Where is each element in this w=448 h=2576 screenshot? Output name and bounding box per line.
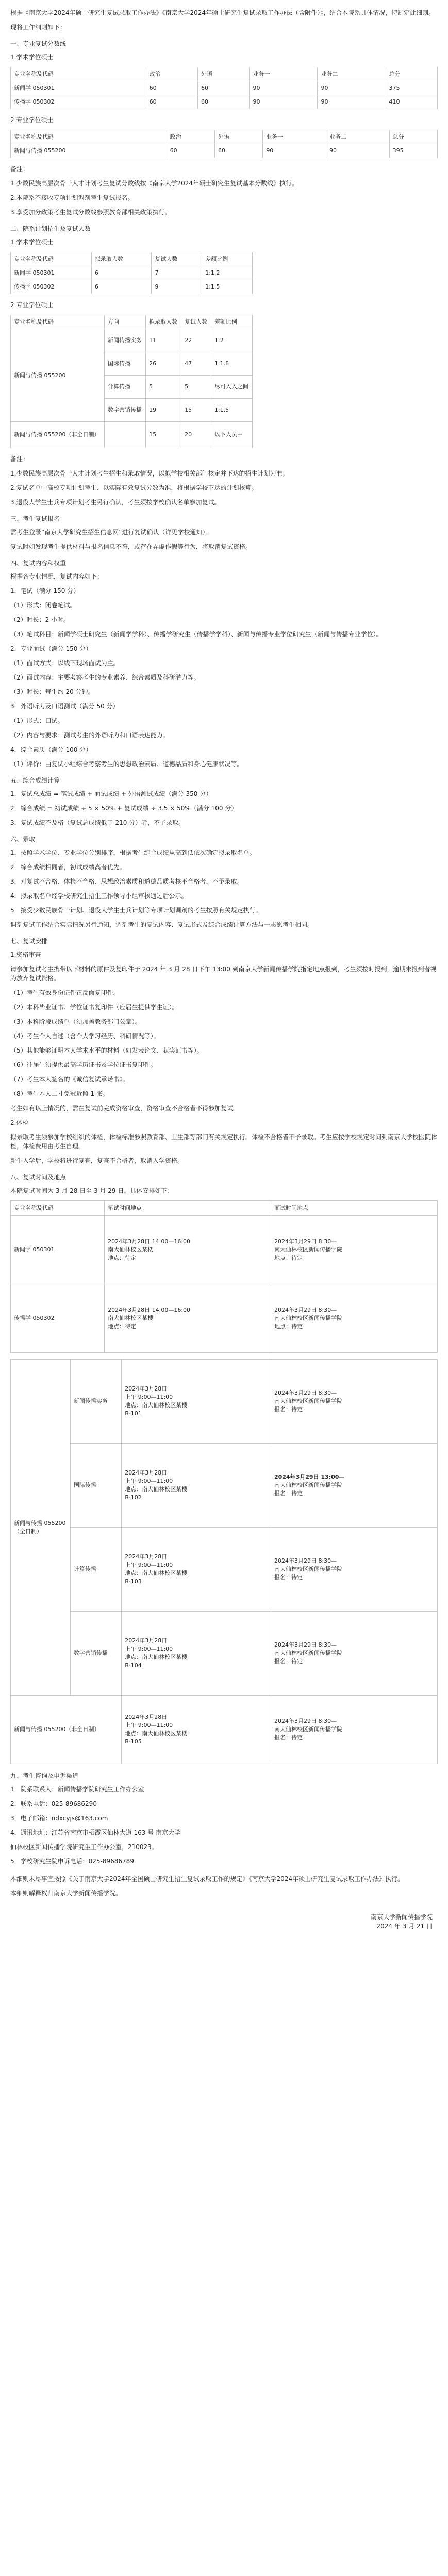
quota-table-academic: [10, 252, 253, 294]
list-item: （2）面试内容：主要考察考生的专业素养、综合素质及科研潜力等。: [10, 674, 200, 681]
schedule-line: 报名：待定: [274, 1658, 303, 1665]
list-item: （1）形式：口试。: [10, 717, 64, 724]
table-cell: 20: [181, 422, 211, 448]
list-item: （3）本科阶段成绩单（须加盖教务部门公章）。: [10, 1018, 141, 1025]
schedule-line: 南大仙林校区新闻传播学院: [274, 1246, 343, 1253]
table-cell: 新闻传播实务: [70, 1360, 121, 1444]
list-item: （3）笔试科目：新闻学硕士研究生（新闻学学科）、传播学研究生（传播学学科）、新闻与传播专业学位研究生（新闻与传播专业学位）。: [10, 631, 383, 638]
table-header: 拟录取人数: [91, 252, 152, 266]
table-cell: [122, 1612, 271, 1696]
note-item: 1.少数民族高层次骨干人才计划考生复试分数线按《南京大学2024年硕士研究生复试基本分数线》执行。: [10, 180, 298, 187]
table-cell: [271, 1284, 438, 1353]
table-cell: [271, 1696, 437, 1764]
table-cell: 395: [389, 144, 437, 158]
table-cell: 计算传播: [70, 1528, 121, 1612]
list-item: （5）其他能够证明本人学术水平的材料（如发表论文、获奖证书等）。: [10, 1047, 203, 1054]
table-cell: [105, 1284, 271, 1353]
subsection-title: 2.体检: [10, 1119, 29, 1126]
schedule-line: 2024年3月28日: [125, 1714, 168, 1720]
note-item: 3.退役大学生士兵专项计划考生另行确认，考生须按学校确认名单参加复试。: [10, 499, 221, 506]
list-item: 2．专业面试（满分 150 分）: [10, 645, 92, 652]
table-cell: 1:2: [211, 329, 252, 352]
contact-item: 1．院系联系人：新闻传播学院研究生工作办公室: [10, 1786, 144, 1793]
table-row: [11, 144, 438, 158]
list-item: （1）评价：由复试小组综合考察考生的思想政治素质、道德品质和身心健康状况等。: [10, 760, 243, 768]
schedule-line: 2024年3月29日 8:30—: [274, 1641, 337, 1648]
table-cell: [122, 1696, 271, 1764]
quota-table-professional: [10, 315, 253, 448]
table-cell: 以下人员中: [211, 422, 252, 448]
schedule-line: 南大仙林校区某楼: [108, 1315, 154, 1321]
table-header: 专业名称及代码: [11, 315, 105, 329]
table-cell: 47: [181, 352, 211, 376]
schedule-line: 2024年3月28日 14:00—16:00: [108, 1238, 191, 1245]
table-cell: 6: [91, 280, 152, 294]
schedule-line: 2024年3月29日 8:30—: [274, 1307, 337, 1313]
cutoff-table-professional: [10, 130, 438, 158]
paragraph: 考生如有以上情况的，需在复试前完成资格审查，资格审查不合格者不得参加复试。: [10, 1105, 240, 1112]
note-item: 3.享受加分政策考生复试分数线参照教育部相关政策执行。: [10, 209, 171, 216]
table-cell: [271, 1216, 438, 1284]
schedule-line: 2024年3月28日: [125, 1637, 168, 1644]
subsection-title: 1.学术学位硕士: [10, 54, 54, 61]
table-row: [11, 1216, 438, 1284]
schedule-line: 上午 9:00—11:00: [125, 1646, 173, 1652]
section-title: 四、复试内容和权重: [10, 560, 67, 567]
table-cell: 1:1.5: [202, 280, 253, 294]
table-cell: 5: [146, 376, 181, 399]
table-header: 外语: [198, 67, 250, 81]
table-header: 业务二: [318, 67, 386, 81]
schedule-line: 南大仙林校区新闻传播学院: [274, 1650, 342, 1656]
schedule-line: 2024年3月29日 13:00—: [274, 1473, 345, 1480]
table-row: [11, 266, 253, 280]
table-row: [11, 329, 253, 352]
contact-item: 4．通讯地址：江苏省南京市栖霞区仙林大道 163 号 南京大学: [10, 1829, 180, 1836]
closing-paragraph: 本细则解释权归南京大学新闻传播学院。: [10, 1890, 122, 1897]
list-item: （6）往届生须提供最高学历证书及学位证书复印件。: [10, 1061, 157, 1069]
table-cell: 90: [250, 81, 318, 95]
contact-item: 仙林校区新闻传播学院研究生工作办公室，210023。: [10, 1843, 158, 1851]
subsection-title: 1.学术学位硕士: [10, 239, 54, 246]
table-header: 业务二: [326, 130, 389, 144]
schedule-line: 南大仙林校区某楼: [108, 1246, 154, 1253]
table-header: 面试时间地点: [271, 1201, 438, 1216]
table-cell: [271, 1612, 437, 1696]
table-header: 业务一: [250, 67, 318, 81]
section-title: 七、复试安排: [10, 938, 48, 945]
table-cell: 1:1.5: [211, 399, 252, 422]
table-cell: 60: [198, 81, 250, 95]
table-cell: 410: [386, 95, 438, 109]
table-cell: [105, 422, 146, 448]
table-header: 业务一: [263, 130, 326, 144]
schedule-line: 2024年3月29日 8:30—: [274, 1389, 337, 1396]
document-page: [10, 0, 438, 1946]
table-cell: 计算传播: [105, 376, 146, 399]
schedule-line: B-101: [125, 1410, 142, 1417]
table-row: [11, 1444, 438, 1528]
table-cell: 26: [146, 352, 181, 376]
contact-item: 3．电子邮箱：ndxcyjs@163.com: [10, 1815, 108, 1822]
schedule-table-academic: [10, 1200, 438, 1353]
table-cell: 19: [146, 399, 181, 422]
table-cell: 新闻传播实务: [105, 329, 146, 352]
table-cell: 60: [146, 81, 197, 95]
table-cell: 11: [146, 329, 181, 352]
table-header: 方向: [105, 315, 146, 329]
table-cell: [271, 1444, 437, 1528]
schedule-line: B-103: [125, 1578, 142, 1585]
schedule-line: 2024年3月28日: [125, 1469, 168, 1476]
schedule-line: B-105: [125, 1738, 142, 1745]
schedule-line: 地点：待定: [274, 1323, 303, 1330]
subsection-title: 1.资格审查: [10, 951, 41, 958]
table-cell: 90: [250, 95, 318, 109]
list-item: 3．外语听力及口语测试（满分 50 分）: [10, 703, 119, 710]
table-header: 总分: [386, 67, 438, 81]
table-header: 政治: [167, 130, 214, 144]
section-title: 八、复试时间及地点: [10, 1174, 67, 1181]
schedule-line: 2024年3月29日 8:30—: [274, 1557, 337, 1564]
table-cell: 22: [181, 329, 211, 352]
section-title: 三、考生复试报名: [10, 515, 60, 522]
table-row: [11, 1612, 438, 1696]
table-cell: 90: [318, 81, 386, 95]
list-item: （4）考生个人自述（含个人学习经历、科研情况等）。: [10, 1032, 160, 1040]
note-label: 备注：: [10, 455, 29, 463]
table-row: [11, 95, 438, 109]
table-cell: 90: [263, 144, 326, 158]
list-item: （1）形式：闭卷笔试。: [10, 602, 76, 609]
schedule-line: 2024年3月28日: [125, 1553, 168, 1560]
table-cell: [271, 1528, 437, 1612]
table-cell: 传播学 050302: [11, 280, 92, 294]
paragraph: 新生入学后，学校将进行复查，复查不合格者，取消入学资格。: [10, 1157, 184, 1164]
intro-paragraph: 根据《南京大学2024年硕士研究生复试录取工作办法》《南京大学2024年硕士研究生复试录取工作办法（含附件）》，结合本院系具体情况，特制定此细则。: [10, 9, 435, 16]
table-cell: 新闻学 050301: [11, 1216, 105, 1284]
table-cell: 传播学 050302: [11, 95, 146, 109]
table-row: [11, 1696, 438, 1764]
schedule-line: 地点：南大仙林校区某楼: [125, 1654, 188, 1660]
section-title: 九、考生咨询及申诉渠道: [10, 1772, 79, 1780]
intro-paragraph: 现将工作细则如下：: [10, 24, 67, 31]
table-cell: 90: [318, 95, 386, 109]
table-cell: 90: [326, 144, 389, 158]
schedule-line: 南大仙林校区新闻传播学院: [274, 1315, 343, 1321]
table-cell: 传播学 050302: [11, 1284, 105, 1353]
schedule-line: 上午 9:00—11:00: [125, 1394, 173, 1400]
table-cell: 国际传播: [105, 352, 146, 376]
table-cell: 国际传播: [70, 1444, 121, 1528]
section-title: 二、院系计划招生及复试人数: [10, 225, 91, 232]
table-cell: 7: [152, 266, 202, 280]
table-header: 差额比例: [202, 252, 253, 266]
table-header: 差额比例: [211, 315, 252, 329]
signature: 南京大学新闻传播学院: [370, 1913, 433, 1921]
table-cell: 60: [146, 95, 197, 109]
table-cell: 375: [386, 81, 438, 95]
table-cell: 60: [198, 95, 250, 109]
schedule-line: 地点：南大仙林校区某楼: [125, 1730, 188, 1737]
list-item: 1．笔试（满分 150 分）: [10, 587, 80, 595]
table-cell: 5: [181, 376, 211, 399]
paragraph: 复试时如发现考生提供材料与报名信息不符，或存在弄虚作假等行为，将取消复试资格。: [10, 543, 252, 550]
table-row: [11, 280, 253, 294]
list-item: 2．综合成绩 = 初试成绩 ÷ 5 × 50% + 复试成绩 ÷ 3.5 × 50%（满分 100 分）: [10, 805, 238, 812]
table-cell: 6: [91, 266, 152, 280]
table-cell: [105, 1216, 271, 1284]
paragraph: 本院复试时间为 3 月 28 日至 3 月 29 日。具体安排如下：: [10, 1187, 174, 1194]
cutoff-table-academic: [10, 67, 438, 109]
schedule-line: 上午 9:00—11:00: [125, 1478, 173, 1484]
schedule-line: 地点：南大仙林校区某楼: [125, 1402, 188, 1409]
contact-item: 2．联系电话：025-89686290: [10, 1800, 97, 1807]
paragraph: 调剂复试工作结合实际情况另行通知，调剂考生的复试内容、复试形式及综合成绩计算方法与一志愿考生相同。: [10, 921, 314, 928]
contact-item: 5．学校研究生院申诉电话：025-89686789: [10, 1858, 134, 1865]
table-cell: 15: [181, 399, 211, 422]
schedule-line: 地点：南大仙林校区某楼: [125, 1486, 188, 1493]
schedule-line: 报名：待定: [274, 1490, 303, 1497]
list-item: （2）内容与要求：测试考生的外语听力和口语表达能力。: [10, 732, 169, 739]
note-item: 2.本院系不接收专项计划调剂考生复试报名。: [10, 194, 134, 201]
list-item: 1．按照学术学位、专业学位分别排序，根据考生综合成绩从高到低依次确定拟录取名单。: [10, 849, 256, 856]
table-cell: [122, 1360, 271, 1444]
list-item: （8）考生本人二寸免冠近照 1 张。: [10, 1090, 109, 1097]
signature-date: 2024 年 3 月 21 日: [376, 1923, 433, 1930]
list-item: （7）考生本人签名的《诚信复试承诺书》。: [10, 1076, 129, 1083]
table-row: [11, 1284, 438, 1353]
table-cell: 新闻与传播 055200: [11, 329, 105, 422]
schedule-line: 报名：待定: [274, 1734, 303, 1741]
table-header: 专业名称及代码: [11, 252, 92, 266]
table-row: [11, 422, 253, 448]
section-title: 一、专业复试分数线: [10, 40, 67, 47]
table-header: 专业名称及代码: [11, 1201, 105, 1216]
table-cell: 新闻与传播 055200（全日制）: [11, 1360, 71, 1696]
table-cell: 60: [214, 144, 262, 158]
list-item: （3）时长：每生约 20 分钟。: [10, 688, 94, 696]
schedule-line: 报名：待定: [274, 1406, 303, 1413]
schedule-line: 地点：待定: [108, 1323, 137, 1330]
list-item: （2）本科毕业证书、学位证书复印件（应届生提供学生证）。: [10, 1004, 178, 1011]
table-cell: 60: [167, 144, 214, 158]
table-row: [11, 81, 438, 95]
list-item: 5．接受少数民族骨干计划、退役大学生士兵计划等专项计划调剂的考生按照有关规定执行。: [10, 907, 262, 914]
table-cell: 1:1.2: [202, 266, 253, 280]
subsection-title: 2.专业学位硕士: [10, 301, 54, 309]
schedule-line: 2024年3月29日 8:30—: [274, 1718, 337, 1724]
paragraph: 请参加复试考生携带以下材料的原件及复印件于 2024 年 3 月 28 日下午 13:00 到南京大学新闻传播学院指定地点报到，考生须按时报到，逾期未报到者视为放弃复试资格。: [10, 965, 437, 982]
table-header: 拟录取人数: [146, 315, 181, 329]
note-item: 1.少数民族高层次骨干人才计划考生招生和录取情况，以拟学校相关部门核定并下达的招生计划为准。: [10, 470, 289, 477]
table-cell: [271, 1360, 437, 1444]
note-item: 2.复试名单中高校专项计划考生、以实际有效复试分数为准，将根据学校下达的计划核算。: [10, 484, 258, 492]
list-item: （1）考生有效身份证件正反面复印件。: [10, 989, 120, 996]
table-cell: [122, 1444, 271, 1528]
table-header: 复试人数: [181, 315, 211, 329]
table-cell: 9: [152, 280, 202, 294]
list-item: 2．综合成绩相同者，初试成绩高者优先。: [10, 863, 126, 871]
table-cell: 尽可入入之间: [211, 376, 252, 399]
table-header: 外语: [214, 130, 262, 144]
table-cell: 数字营销传播: [70, 1612, 121, 1696]
note-label: 备注：: [10, 165, 29, 173]
schedule-line: 地点：待定: [274, 1255, 303, 1261]
table-cell: 新闻与传播 055200（非全日制）: [11, 422, 105, 448]
table-cell: 新闻与传播 055200: [11, 144, 167, 158]
table-row: [11, 1528, 438, 1612]
closing-paragraph: 本细则未尽事宜按照《关于南京大学2024年全国硕士研究生招生复试录取工作的规定》《南京大学2024年硕士研究生复试录取工作办法》执行。: [10, 1875, 404, 1883]
subsection-title: 2.专业学位硕士: [10, 116, 54, 124]
list-item: 4．综合素质（满分 100 分）: [10, 746, 92, 753]
table-cell: 新闻学 050301: [11, 81, 146, 95]
schedule-line: 南大仙林校区新闻传播学院: [274, 1482, 342, 1488]
schedule-table-professional: [10, 1359, 438, 1764]
table-header: 专业名称及代码: [11, 130, 167, 144]
schedule-line: 2024年3月28日: [125, 1385, 168, 1392]
schedule-line: 上午 9:00—11:00: [125, 1562, 173, 1568]
table-cell: 1:1.8: [211, 352, 252, 376]
table-cell: 15: [146, 422, 181, 448]
list-item: 3．复试成绩不及格（复试总成绩低于 210 分）者，不予录取。: [10, 819, 185, 826]
table-row: [11, 1360, 438, 1444]
schedule-line: 2024年3月29日 8:30—: [274, 1238, 337, 1245]
table-header: 专业名称及代码: [11, 67, 146, 81]
paragraph: 需考生登录“南京大学研究生招生信息网”进行复试确认（详见学校通知）。: [10, 529, 212, 536]
table-header: 总分: [389, 130, 437, 144]
table-cell: 数字营销传播: [105, 399, 146, 422]
schedule-line: 南大仙林校区新闻传播学院: [274, 1726, 342, 1733]
schedule-line: B-102: [125, 1494, 142, 1501]
list-item: 4．拟录取名单经学校研究生招生工作领导小组审核通过后公示。: [10, 892, 188, 900]
schedule-line: 南大仙林校区新闻传播学院: [274, 1398, 342, 1404]
schedule-line: 2024年3月28日 14:00—16:00: [108, 1307, 191, 1313]
table-cell: [122, 1528, 271, 1612]
section-title: 六、录取: [10, 836, 36, 843]
schedule-line: 报名：待定: [274, 1574, 303, 1581]
list-item: 1．复试总成绩 = 笔试成绩 + 面试成绩 + 外语测试成绩（满分 350 分）: [10, 790, 212, 798]
table-header: 政治: [146, 67, 197, 81]
list-item: 3．对复试不合格、体检不合格、思想政治素质和道德品质考核不合格者，不予录取。: [10, 878, 243, 885]
table-cell: 新闻与传播 055200（非全日制）: [11, 1696, 122, 1764]
section-title: 五、综合成绩计算: [10, 777, 60, 784]
schedule-line: B-104: [125, 1662, 142, 1669]
schedule-line: 地点：待定: [108, 1255, 137, 1261]
schedule-line: 上午 9:00—11:00: [125, 1722, 173, 1728]
list-item: （2）时长：2 小时。: [10, 616, 70, 623]
list-item: （1）面试方式：以线下现场面试为主。: [10, 659, 120, 667]
paragraph: 根据各专业情况，复试内容如下：: [10, 573, 104, 580]
paragraph: 拟录取考生须参加学校组织的体检，体检标准参照教育部、卫生部等部门有关规定执行。体检不合格者不予录取。考生应按学校规定时间到南京大学校医院体检，体检费用由考生自理。: [10, 1133, 438, 1150]
table-header: 笔试时间地点: [105, 1201, 271, 1216]
table-header: 复试人数: [152, 252, 202, 266]
table-cell: 新闻学 050301: [11, 266, 92, 280]
schedule-line: 南大仙林校区新闻传播学院: [274, 1566, 342, 1572]
schedule-line: 地点：南大仙林校区某楼: [125, 1570, 188, 1577]
